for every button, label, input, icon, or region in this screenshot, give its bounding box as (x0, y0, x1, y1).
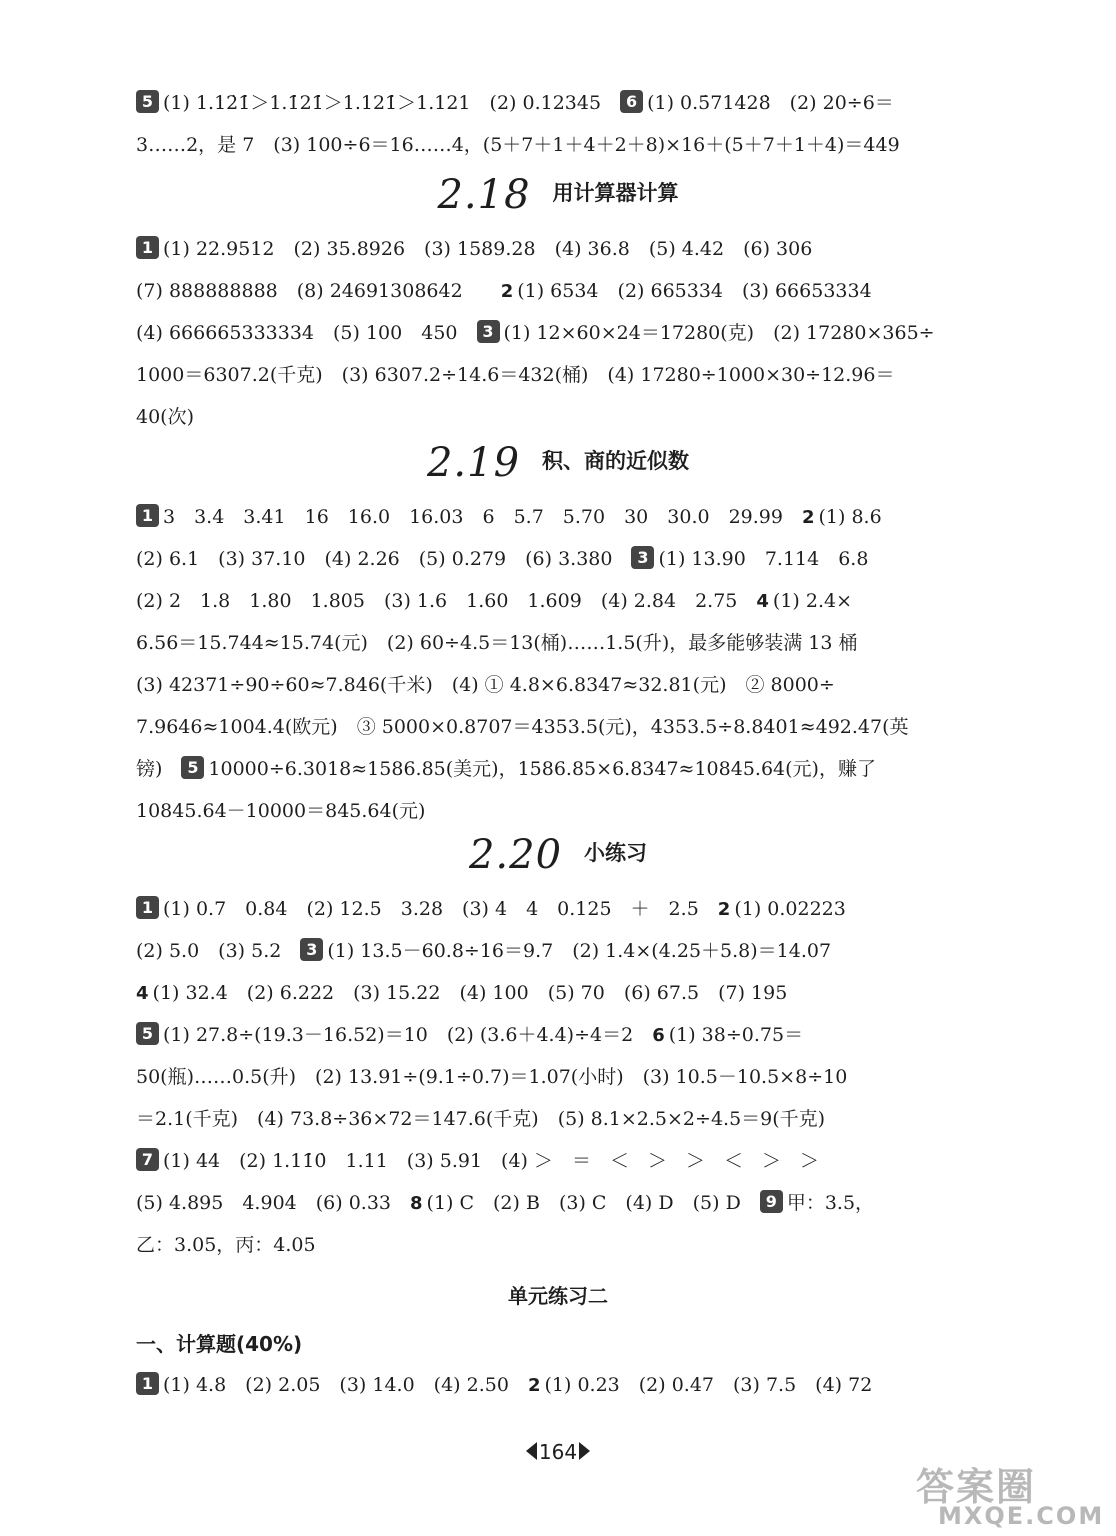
answer-line (136, 1364, 1021, 1406)
answer-text: 甲：3.5， (786, 1192, 875, 1214)
answer-line (136, 312, 1021, 354)
answer-text: (2) 6.1 (3) 37.10 (4) 2.26 (5) 0.279 (6) 3.380 (136, 548, 632, 570)
question-badge: 3 (477, 320, 500, 343)
section-number: 2.20 (468, 832, 563, 878)
question-number: 2 (500, 281, 514, 302)
question-number: 4 (756, 591, 769, 612)
answer-line (136, 972, 1021, 1014)
answer-text: (1) 22.9512 (2) 35.8926 (3) 1589.28 (4) 36.8 (5) 4.42 (6) 306 (163, 238, 813, 260)
answer-line: 乙：3.05，丙：4.05 (136, 1234, 316, 1256)
answer-text: (1) 4.8 (2) 2.05 (3) 14.0 (4) 2.50 (163, 1374, 528, 1396)
top-answer-block (136, 82, 1021, 166)
question-badge: 1 (136, 1372, 159, 1395)
section-2-18-answers (136, 228, 1021, 438)
question-badge: 3 (300, 938, 323, 961)
answer-line (136, 228, 1021, 270)
question-badge: 3 (631, 546, 654, 569)
answer-text: (2) 2 1.8 1.80 1.805 (3) 1.6 1.60 1.609 (4) 2.84 2.75 (136, 590, 757, 612)
answer-line: 50(瓶)……0.5(升) (2) 13.91÷(9.1÷0.7)＝1.07(小时) (3) 10.5－10.5×8÷10 (136, 1066, 848, 1088)
answer-text: (4) 666665333334 (5) 100 450 (136, 322, 477, 344)
answer-text: (1) 12×60×24＝17280(克) (2) 17280×365÷ (503, 322, 935, 344)
answer-line: 1000＝6307.2(千克) (3) 6307.2÷14.6＝432(桶) (4) 17280÷1000×30÷12.96＝ (136, 364, 895, 386)
answer-text: (7) 888888888 (8) 24691308642 (136, 280, 501, 302)
answer-text: (1) 13.5－60.8÷16＝9.7 (2) 1.4×(4.25＋5.8)＝14.07 (327, 940, 832, 962)
answer-text: (1) 38÷0.75＝ (668, 1024, 804, 1046)
answer-text: (1) 6534 (2) 665334 (3) 66653334 (517, 280, 872, 302)
answer-text: (1) 27.8÷(19.3－16.52)＝10 (2) (3.6＋4.4)÷4＝2 (163, 1024, 653, 1046)
section-heading-2-19 (0, 440, 1116, 494)
page-number-text: 164 (538, 1440, 578, 1464)
answer-line (136, 270, 1021, 312)
question-badge: 7 (136, 1148, 159, 1171)
answer-line (136, 496, 1021, 538)
answer-line (136, 1014, 1021, 1056)
question-number: 2 (717, 899, 731, 920)
section-number: 2.19 (426, 440, 521, 486)
answer-text: 10000÷6.3018≈1586.85(美元)，1586.85×6.8347≈10845.64(元)，赚了 (208, 758, 876, 780)
answer-line: 6.56＝15.744≈15.74(元) (2) 60÷4.5＝13(桶)……1.5(升)，最多能够装满 13 桶 (136, 632, 858, 654)
section-title: 用计算器计算 (552, 181, 679, 205)
answer-text: (1) 13.90 7.114 6.8 (658, 548, 869, 570)
section-number: 2.18 (437, 172, 531, 218)
section-2-20-answers (136, 888, 1021, 1266)
answer-text: (1) 0.23 (2) 0.47 (3) 7.5 (4) 72 (544, 1374, 873, 1396)
unit-title: 单元练习二 (508, 1284, 608, 1308)
answer-text: 镑) (136, 758, 182, 780)
answer-text: (1) 2.4× (772, 590, 853, 612)
answer-text: (1) 44 (2) 1.11̇0̇ 1.11 (3) 5.91 (4) ＞ ＝ ＜ ＞ ＞ ＜ ＞ ＞ (163, 1150, 819, 1172)
answer-line (136, 82, 1021, 124)
answer-line (136, 1182, 1021, 1224)
answer-line (136, 538, 1021, 580)
question-number: 8 (410, 1193, 423, 1214)
answer-line: 40(次) (136, 406, 195, 428)
question-badge: 5 (181, 756, 204, 779)
answer-text: (1) 0.02223 (734, 898, 846, 920)
question-number: 4 (136, 983, 149, 1004)
answer-text: (2) 5.0 (3) 5.2 (136, 940, 301, 962)
answer-line: 3……2，是 7 (3) 100÷6＝16……4，(5＋7＋1＋4＋2＋8)×16＋(5＋7＋1＋4)＝449 (136, 134, 900, 156)
answer-text: 3 3.4 3.41 16 16.0 16.03 6 5.7 5.70 30 30.0 29.99 (163, 506, 802, 528)
unit-answers (136, 1364, 1021, 1406)
answer-line (136, 748, 1021, 790)
answer-line (136, 580, 1021, 622)
question-badge: 1 (136, 504, 159, 527)
watermark-logo (912, 1456, 1108, 1532)
answer-line: ＝2.1(千克) (4) 73.8÷36×72＝147.6(千克) (5) 8.1×2.5×2÷4.5＝9(千克) (136, 1108, 826, 1130)
question-badge: 1 (136, 236, 159, 259)
question-badge: 5 (136, 1022, 159, 1045)
answer-text: (5) 4.895 4.904 (6) 0.33 (136, 1192, 410, 1214)
question-badge: 5 (136, 90, 159, 113)
question-badge: 9 (760, 1190, 783, 1213)
question-badge: 1 (136, 896, 159, 919)
question-number: 2 (527, 1375, 541, 1396)
section-title: 小练习 (584, 841, 648, 865)
answer-line: 7.9646≈1004.4(欧元) ③ 5000×0.8707＝4353.5(元)，4353.5÷8.8401≈492.47(英 (136, 716, 909, 738)
answer-text: (1) 0.7 0.84 (2) 12.5 3.28 (3) 4 4 0.125 ＋ 2.5 (163, 898, 718, 920)
answer-line (136, 888, 1021, 930)
section-heading-2-20 (0, 832, 1116, 886)
triangle-right-icon (579, 1442, 590, 1460)
section-title: 积、商的近似数 (542, 449, 690, 473)
section-2-19-answers (136, 496, 1021, 832)
section-heading-2-18 (0, 172, 1116, 226)
question-number: 6 (652, 1025, 665, 1046)
answer-text: (1) 8.6 (818, 506, 882, 528)
question-badge: 6 (620, 90, 643, 113)
answer-text: (1) C (2) B (3) C (4) D (5) D (426, 1192, 760, 1214)
answer-text: (1) 0.5̇71428̇ (2) 20÷6＝ (647, 92, 894, 114)
answer-line (136, 1140, 1021, 1182)
unit-section-heading: 一、计算题(40%) (136, 1332, 303, 1356)
question-number: 2 (801, 507, 815, 528)
watermark-url: MXQE.COM (938, 1502, 1105, 1530)
answer-text: (1) 32.4 (2) 6.222 (3) 15.22 (4) 100 (5) 70 (6) 67.5 (7) 195 (152, 982, 788, 1004)
answer-line: (3) 42371÷90÷60≈7.846(千米) (4) ① 4.8×6.8347≈32.81(元) ② 8000÷ (136, 674, 835, 696)
triangle-left-icon (526, 1442, 537, 1460)
watermark-text: 答案圈 (916, 1465, 1037, 1509)
answer-line (136, 930, 1021, 972)
answer-text: (1) 1.12̇1̇＞1.1̇21̇＞1.121̇＞1.121 (2) 0.1234̇5 (163, 92, 621, 114)
answer-line: 10845.64－10000＝845.64(元) (136, 800, 426, 822)
